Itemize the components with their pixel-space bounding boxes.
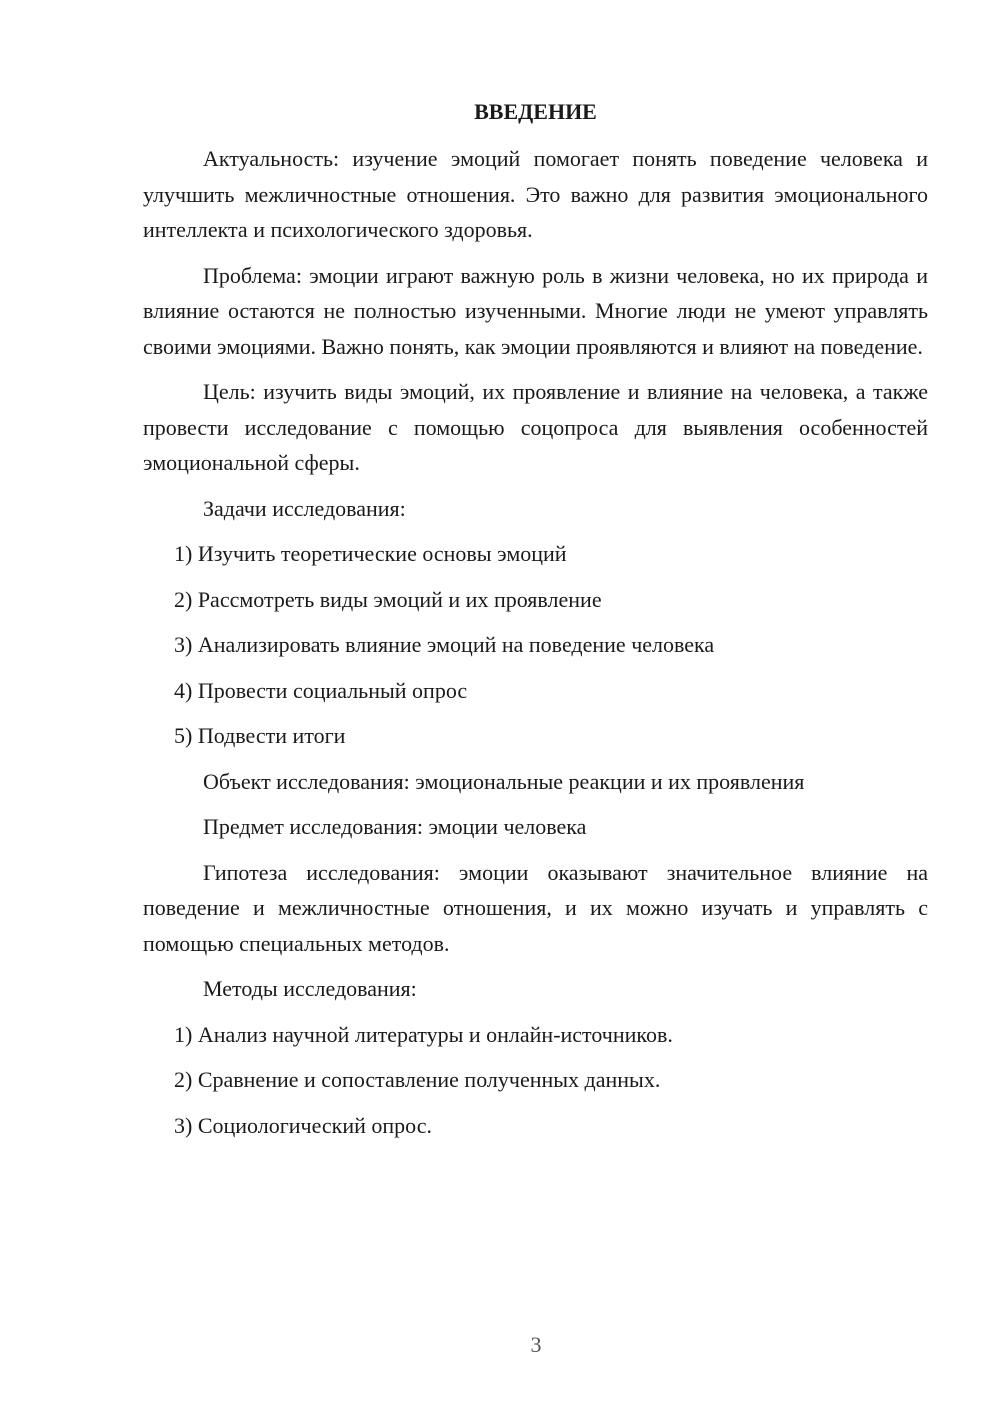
tasks-heading: Задачи исследования: xyxy=(203,495,406,521)
task-item: 2) Рассмотреть виды эмоций и их проявление xyxy=(174,586,602,612)
method-item: 3) Социологический опрос. xyxy=(174,1112,432,1138)
research-object: Объект исследования: эмоциональные реакции и их проявления xyxy=(203,768,805,794)
page-number: 3 xyxy=(530,1332,542,1357)
section-title: ВВЕДЕНИЕ xyxy=(474,99,597,124)
page-content xyxy=(143,94,928,1153)
task-item: 1) Изучить теоретические основы эмоций xyxy=(174,541,567,566)
hypothesis-paragraph: Гипотеза исследования: эмоции оказывают значительное влияние на поведение и межличностные отношения, и их можно изучать и управлять с помощью специальных методов. xyxy=(143,859,928,956)
method-item: 1) Анализ научной литературы и онлайн-источников. xyxy=(174,1021,673,1047)
task-item: 3) Анализировать влияние эмоций на поведение человека xyxy=(174,632,715,657)
task-item: 5) Подвести итоги xyxy=(174,723,346,748)
task-item: 4) Провести социальный опрос xyxy=(174,677,468,703)
research-subject: Предмет исследования: эмоции человека xyxy=(203,814,587,839)
relevance-paragraph: Актуальность: изучение эмоций помогает понять поведение человека и улучшить межличностные отношения. Это важно для развития эмоционального интеллекта и психологического здоровья. xyxy=(143,146,928,242)
method-item: 2) Сравнение и сопоставление полученных данных. xyxy=(174,1067,661,1092)
methods-heading: Методы исследования: xyxy=(203,976,417,1001)
problem-paragraph: Проблема: эмоции играют важную роль в жизни человека, но их природа и влияние остаются не полностью изученными. Многие люди не умеют управлять своими эмоциями. Важно понять, как эмоции проявляются и влияют на поведение. xyxy=(143,262,928,359)
goal-paragraph: Цель: изучить виды эмоций, их проявление и влияние на человека, а также провести исследование с помощью соцопроса для выявления особенностей эмоциональной сферы. xyxy=(143,379,928,475)
